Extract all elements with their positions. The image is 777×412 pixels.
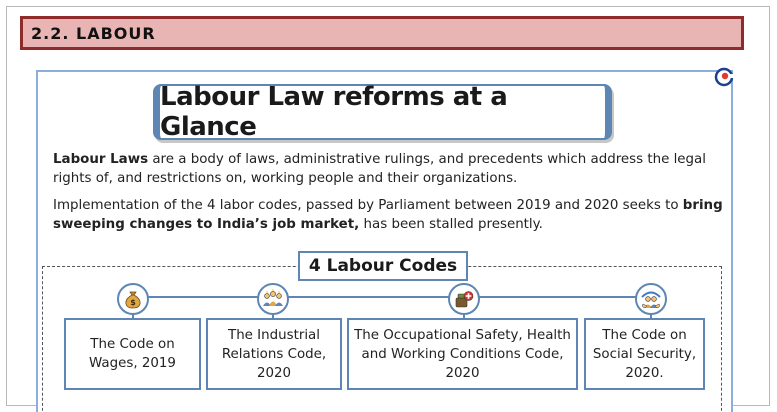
code-box-wages: The Code on Wages, 2019 (64, 318, 201, 390)
money-bag-icon (117, 283, 149, 315)
page-heading: Labour Law reforms at a Glance (160, 82, 508, 142)
section-title: 2.2. LABOUR (31, 23, 156, 43)
brand-logo-icon (714, 67, 734, 87)
implementation-paragraph (53, 196, 725, 234)
codes-connector-line (133, 296, 651, 298)
code-box-occupational-safety: The Occupational Safety, Health and Working Conditions Code, 2020 (347, 318, 578, 390)
intro-text: are a body of laws, administrative rulings, and precedents which address the legal rights of, and restrictions on, working people and their organizations. (53, 152, 706, 186)
labour-codes-title-text: 4 Labour Codes (308, 256, 458, 276)
safety-gear-icon (448, 283, 480, 315)
intro-bold-term: Labour Laws (53, 152, 149, 167)
implementation-text-end: has been stalled presently. (359, 217, 543, 232)
intro-paragraph (53, 150, 725, 188)
labour-codes-title (298, 251, 468, 281)
code-box-social-security: The Code on Social Security, 2020. (584, 318, 705, 390)
title-banner (153, 84, 612, 140)
svg-text:$: $ (130, 298, 136, 307)
implementation-text-start: Implementation of the 4 labor codes, passed by Parliament between 2019 and 2020 seeks to (53, 198, 683, 213)
protected-people-icon (635, 283, 667, 315)
workers-group-icon (257, 283, 289, 315)
code-box-industrial-relations: The Industrial Relations Code, 2020 (206, 318, 342, 390)
implementation-bold-phrase: bring sweeping changes to India’s job market, (53, 198, 723, 232)
section-header (20, 16, 744, 50)
